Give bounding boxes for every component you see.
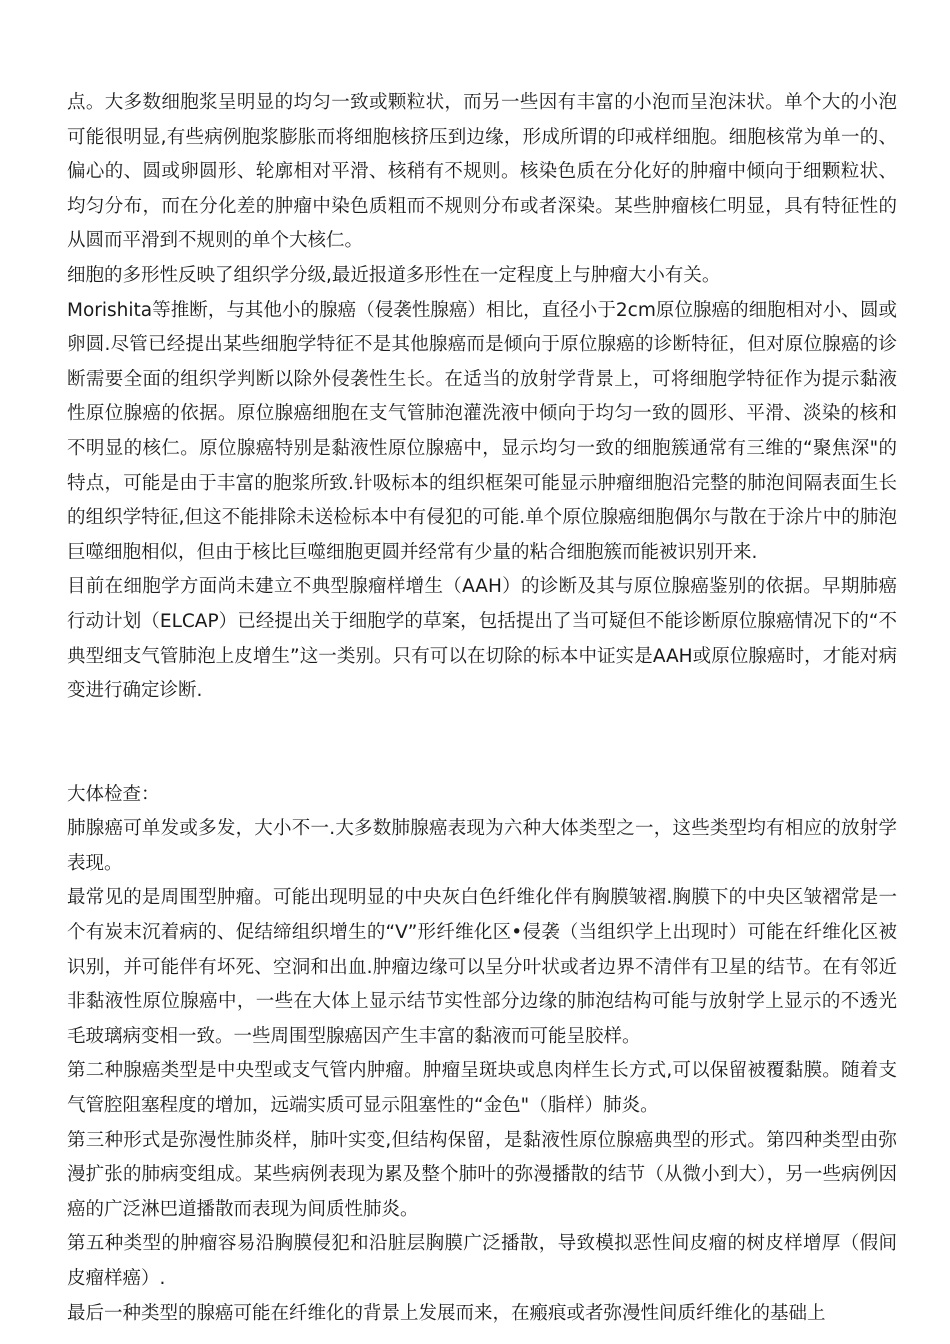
paragraph-pleural-type: 第五种类型的肿瘤容易沿胸膜侵犯和沿脏层胸膜广泛播散，导致模拟恶性间皮瘤的树皮样增厚（假间皮瘤样癌）. — [67, 1233, 897, 1289]
document-page — [67, 86, 897, 1331]
paragraph-fibrosis-type: 最后一种类型的腺癌可能在纤维化的背景上发展而来，在瘢痕或者弥漫性间质纤维化的基础上 — [67, 1302, 826, 1324]
paragraph-pleomorphism: 细胞的多形性反映了组织学分级,最近报道多形性在一定程度上与肿瘤大小有关。 — [67, 264, 721, 286]
section-spacer — [67, 709, 897, 778]
paragraph-peripheral-type: 最常见的是周围型肿瘤。可能出现明显的中央灰白色纤维化伴有胸膜皱褶.胸膜下的中央区皱褶常是一个有炭末沉着病的、促结缔组织增生的“V”形纤维化区•侵袭（当组织学上出现时）可能在纤维化区被识别，并可能伴有坏死、空洞和出血.肿瘤边缘可以呈分叶状或者边界不清伴有卫星的结节。在有邻近非黏液性原位腺癌中，一些在大体上显示结节实性部分边缘的肺泡结构可能与放射学上显示的不透光毛玻璃病变相一致。一些周围型腺癌因产生丰富的黏液而可能呈胶样。 — [67, 887, 897, 1047]
paragraph-central-type: 第二种腺癌类型是中央型或支气管内肿瘤。肿瘤呈斑块或息肉样生长方式,可以保留被覆黏膜。随着支气管腔阻塞程度的增加，远端实质可显示阻塞性的“金色"（脂样）肺炎。 — [67, 1060, 897, 1117]
paragraph-morishita: Morishita等推断，与其他小的腺癌（侵袭性腺癌）相比，直径小于2cm原位腺癌的细胞相对小、圆或卵圆.尽管已经提出某些细胞学特征不是其他腺癌而是倾向于原位腺癌的诊断特征，但对原位腺癌的诊断需要全面的组织学判断以除外侵袭性生长。在适当的放射学背景上，可将细胞学特征作为提示黏液性原位腺癌的依据。原位腺癌细胞在支气管肺泡灌洗液中倾向于均匀一致的圆形、平滑、淡染的核和不明显的核仁。原位腺癌特别是黏液性原位腺癌中，显示均匀一致的细胞簇通常有三维的“聚焦深"的特点，可能是由于丰富的胞浆所致.针吸标本的组织框架可能显示肿瘤细胞沿完整的肺泡间隔表面生长的组织学特征,但这不能排除未送检标本中有侵犯的可能.单个原位腺癌细胞偶尔与散在于涂片中的肺泡巨噬细胞相似，但由于核比巨噬细胞更圆并经常有少量的粘合细胞簇而能被识别开来. — [67, 299, 897, 563]
paragraph-gross-intro: 肺腺癌可单发或多发，大小不一.大多数肺腺癌表现为六种大体类型之一，这些类型均有相应的放射学表现。 — [67, 818, 897, 874]
paragraph-cytoplasm: 点。大多数细胞浆呈明显的均匀一致或颗粒状，而另一些因有丰富的小泡而呈泡沫状。单个大的小泡可能很明显,有些病例胞浆膨胀而将细胞核挤压到边缘，形成所谓的印戒样细胞。细胞核常为单一的、偏心的、圆或卵圆形、轮廓相对平滑、核稍有不规则。核染色质在分化好的肿瘤中倾向于细颗粒状、均匀分布，而在分化差的肿瘤中染色质粗而不规则分布或者深染。某些肿瘤核仁明显，具有特征性的从圆而平滑到不规则的单个大核仁。 — [67, 92, 897, 252]
paragraph-pneumonic-type: 第三种形式是弥漫性肺炎样，肺叶实变,但结构保留，是黏液性原位腺癌典型的形式。第四种类型由弥漫扩张的肺病变组成。某些病例表现为累及整个肺叶的弥漫播散的结节（从微小到大），另一些病例因癌的广泛淋巴道播散而表现为间质性肺炎。 — [67, 1129, 897, 1220]
section-heading-gross: 大体检查： — [67, 783, 160, 805]
paragraph-aah-cytology: 目前在细胞学方面尚未建立不典型腺瘤样增生（AAH）的诊断及其与原位腺癌鉴别的依据。早期肺癌行动计划（ELCAP）已经提出关于细胞学的草案，包括提出了当可疑但不能诊断原位腺癌情况下的“不典型细支气管肺泡上皮增生”这一类别。只有可以在切除的标本中证实是AAH或原位腺癌时，才能对病变进行确定诊断. — [67, 576, 897, 702]
